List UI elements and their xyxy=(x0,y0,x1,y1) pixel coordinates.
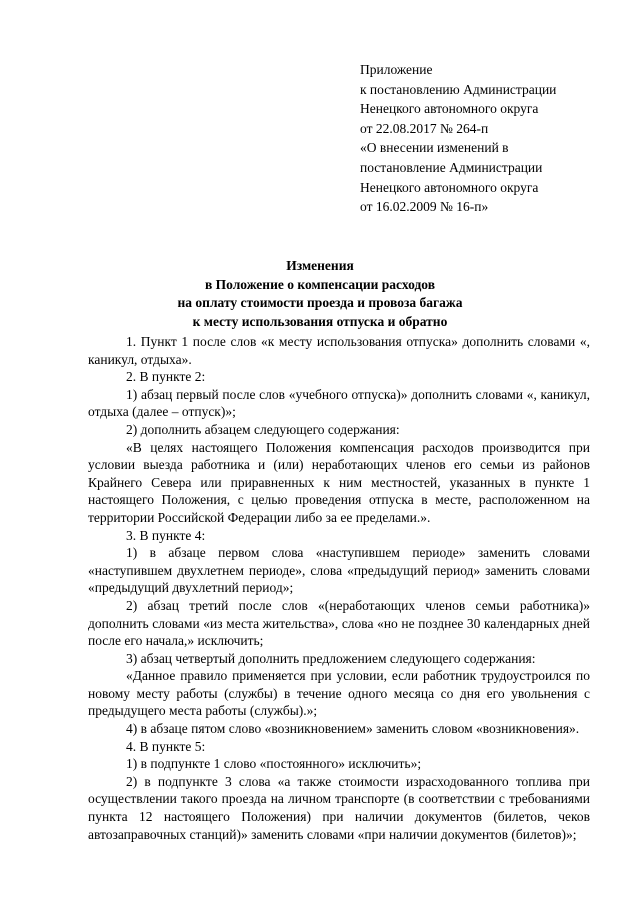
paragraph: 2) в подпункте 3 слова «а также стоимости израсходованного топлива при осуществлении такого проезда на личном транспорте (в соответствии с требованиями пункта 12 настоящего Положения) при наличии документов (билетов, чеков автозаправочных станций)» заменить словами «при наличии документов (билетов)»; xyxy=(88,773,590,842)
paragraph: 4) в абзаце пятом слово «возникновением» заменить словом «возникновения». xyxy=(126,721,580,737)
paragraph: «Данное правило применяется при условии, если работник трудоустроился по новому месту работы (службы) в течение одного месяца со дня его увольнения с предыдущего места работы (службы).»; xyxy=(88,668,590,719)
paragraph: 2) дополнить абзацем следующего содержания: xyxy=(126,421,400,437)
paragraph: 3. В пункте 4: xyxy=(126,527,206,543)
appendix-block xyxy=(360,60,610,217)
title-line: к месту использования отпуска и обратно xyxy=(192,313,448,329)
appendix-line: от 16.02.2009 № 16-п» xyxy=(360,199,489,215)
title-line: в Положение о компенсации расходов xyxy=(204,276,436,292)
appendix-line: от 22.08.2017 № 264-п xyxy=(360,120,489,136)
paragraph: 1) абзац первый после слов «учебного отпуска)» дополнить словами «, каникул, отдыха (далее – отпуск)»; xyxy=(88,386,590,420)
title-line: Изменения xyxy=(286,258,354,273)
paragraph: 1. Пункт 1 после слов «к месту использования отпуска» дополнить словами «, каникул, отдыха». xyxy=(88,334,590,367)
appendix-line: к постановлению Администрации xyxy=(360,81,557,97)
appendix-line: «О внесении изменений в xyxy=(360,140,509,156)
document-body xyxy=(88,333,590,843)
title-line: на оплату стоимости проезда и провоза багажа xyxy=(177,295,463,310)
paragraph: 2. В пункте 2: xyxy=(126,369,206,385)
appendix-line: Ненецкого автономного округа xyxy=(360,179,539,195)
paragraph: 2) абзац третий после слов «(неработающих членов семьи работника)» дополнить словами «из места жительства», слова «но не позднее 30 календарных дней после его начала,» исключить; xyxy=(88,597,590,649)
paragraph: 1) в абзаце первом слова «наступившем периоде» заменить словами «наступившем двухлетнем периоде», слова «предыдущий период» заменить словами «предыдущий двухлетний период»; xyxy=(88,545,590,596)
paragraph: 4. В пункте 5: xyxy=(126,738,206,754)
paragraph: 3) абзац четвертый дополнить предложением следующего содержания: xyxy=(126,650,536,666)
appendix-line: постановление Администрации xyxy=(360,159,543,175)
appendix-line: Ненецкого автономного округа xyxy=(360,101,539,117)
document-title xyxy=(80,257,560,331)
appendix-line: Приложение xyxy=(360,62,433,77)
paragraph: 1) в подпункте 1 слово «постоянного» исключить»; xyxy=(126,756,422,772)
paragraph: «В целях настоящего Положения компенсация расходов производится при условии выезда работника и (или) неработающих членов его семьи из районов Крайнего Севера или приравненных к ним местностей, указанных в пункте 1 настоящего Положения, с целью проведения отпуска в месте, расположенном на территории Российской Федерации либо за ее пределами.». xyxy=(88,439,590,525)
